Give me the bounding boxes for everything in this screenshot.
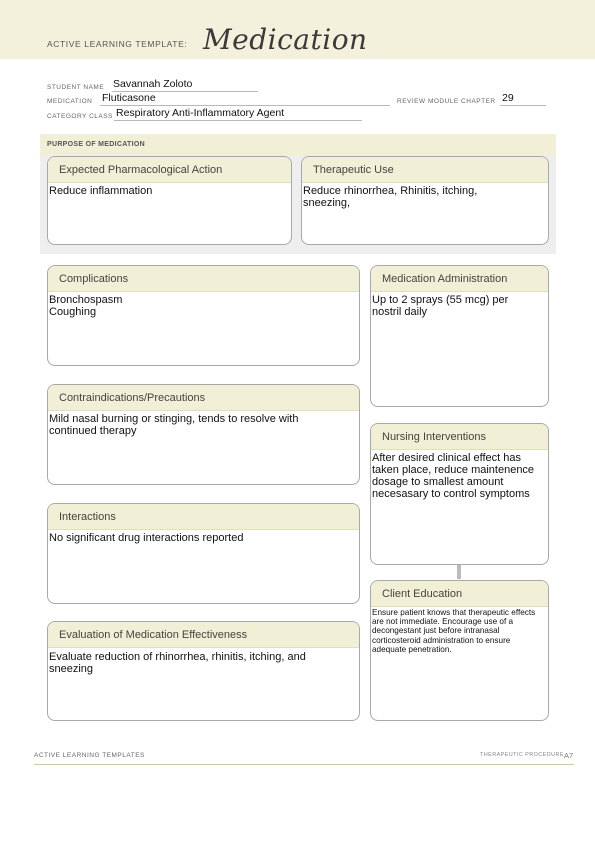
- evaluation-box[interactable]: [47, 621, 360, 721]
- interactions-box[interactable]: [47, 503, 360, 604]
- therapeutic-use-title: Therapeutic Use: [302, 157, 548, 183]
- complications-text: [48, 292, 359, 318]
- review-module-label: REVIEW MODULE CHAPTER: [397, 98, 496, 105]
- footer-right-label: THERAPEUTIC PROCEDURE: [480, 752, 564, 758]
- administration-title: Medication Administration: [371, 266, 548, 292]
- client-education-title: Client Education: [371, 581, 548, 607]
- evaluation-text: Evaluate reduction of rhinorrhea, rhinitis, itching, and sneezing: [49, 651, 306, 675]
- medication-label: MEDICATION: [47, 98, 93, 105]
- contraindications-title: Contraindications/Precautions: [48, 385, 359, 411]
- expected-action-box[interactable]: [47, 156, 292, 245]
- interactions-title: Interactions: [48, 504, 359, 530]
- medication-underline: [100, 105, 390, 106]
- category-label: CATEGORY CLASS: [47, 113, 113, 120]
- contraindications-text: Mild nasal burning or stinging, tends to resolve with continued therapy: [49, 413, 299, 437]
- complications-title: Complications: [48, 266, 359, 292]
- nursing-interventions-text: After desired clinical effect has taken place, reduce maintenence dosage to smallest amount necesasary to control symptoms: [372, 452, 535, 500]
- purpose-label: PURPOSE OF MEDICATION: [47, 141, 145, 148]
- footer-left-label: ACTIVE LEARNING TEMPLATES: [34, 752, 145, 759]
- review-module-underline: [500, 105, 546, 106]
- interactions-text: No significant drug interactions reported: [49, 532, 244, 544]
- expected-action-title: Expected Pharmacological Action: [48, 157, 291, 183]
- student-name-label: STUDENT NAME: [47, 84, 105, 91]
- complications-box[interactable]: [47, 265, 360, 366]
- client-education-box[interactable]: [370, 580, 549, 721]
- section-connector: [457, 565, 461, 579]
- nursing-interventions-title: Nursing Interventions: [371, 424, 548, 450]
- evaluation-title: Evaluation of Medication Effectiveness: [48, 622, 359, 648]
- administration-text: Up to 2 sprays (55 mcg) per nostril daily: [372, 294, 509, 318]
- complication-item: Bronchospasm: [49, 294, 123, 306]
- page-number: A7: [564, 751, 574, 760]
- template-prefix: ACTIVE LEARNING TEMPLATE:: [47, 39, 188, 49]
- administration-box[interactable]: [370, 265, 549, 407]
- medication-value[interactable]: Fluticasone: [102, 92, 156, 104]
- nursing-interventions-box[interactable]: [370, 423, 549, 565]
- category-underline: [114, 120, 362, 121]
- complication-item: Coughing: [49, 306, 97, 318]
- therapeutic-use-text: Reduce rhinorrhea, Rhinitis, itching, sneezing,: [303, 185, 478, 209]
- contraindications-box[interactable]: [47, 384, 360, 485]
- expected-action-text: Reduce inflammation: [49, 185, 153, 197]
- client-education-text: Ensure patient knows that therapeutic effects are not immediate. Encourage use of a decongestant just before intranasal corticosteroid administration to ensure adequate penetration.: [372, 608, 536, 654]
- review-module-value[interactable]: 29: [502, 92, 514, 104]
- therapeutic-use-box[interactable]: [301, 156, 549, 245]
- category-value[interactable]: Respiratory Anti-Inflammatory Agent: [116, 107, 285, 119]
- page-title: Medication: [203, 23, 368, 56]
- student-name-value[interactable]: Savannah Zoloto: [113, 78, 193, 90]
- footer-rule: [34, 764, 574, 765]
